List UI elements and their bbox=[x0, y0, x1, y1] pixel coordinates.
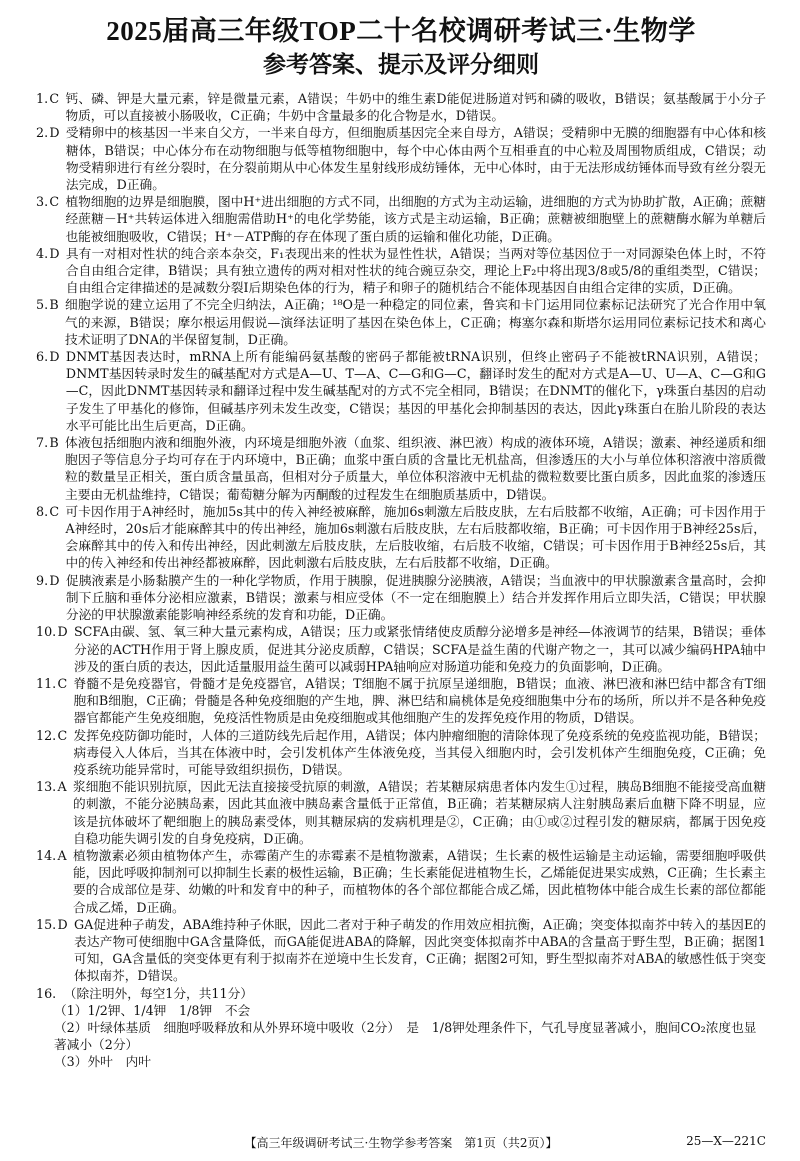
answer-letter: C bbox=[57, 675, 68, 691]
answer-item bbox=[36, 623, 766, 675]
answer-item bbox=[36, 90, 766, 124]
answer-letter: C bbox=[49, 503, 60, 519]
answer-item bbox=[36, 503, 766, 572]
question-number: 5. bbox=[36, 297, 49, 313]
explanation-text: 体液包括细胞内液和细胞外液，内环境是细胞外液（血浆、组织液、淋巴液）构成的液体环境，A错误；激素、神经递质和细胞因子等信息分子均可存在于内环境中，B正确；血浆中蛋白质的含量比无机盐高，但渗透压的大小与单位体积溶液中溶质微粒的数量呈正相关，蛋白质含量虽高，但相对分子质量大，单位体积溶液中无机盐的微粒数要比蛋白质多，因此血浆的渗透压主要由无机盐维持，C错误；葡萄糖分解为丙酮酸的过程发生在细胞质基质中，D错误。 bbox=[65, 435, 766, 502]
answer-item bbox=[36, 916, 766, 985]
explanation-text: GA促进种子萌发，ABA维持种子休眠，因此二者对于种子萌发的作用效应相抗衡，A正确；突变体拟南芥中转入的基因E的表达产物可使细胞中GA含量降低，而GA能促进ABA的降解，因此突变体拟南芥中ABA的含量高于野生型，B正确；据图1可知，GA含量低的突变体更有利于拟南芥在逆境中生长发育，C正确；据图2可知，野生型拟南芥对ABA的敏感性低于突变体拟南芥，D错误。 bbox=[73, 916, 766, 984]
answer-letter: C bbox=[57, 727, 68, 743]
explanation-text: 可卡因作用于A神经时，施加5s其中的传入神经被麻醉，施加6s刺激左后肢皮肤，左右后肢都不收缩，A正确；可卡因作用于A神经时，20s后才能麻醉其中的传出神经，施加6s刺激右后肢皮肤，左右后肢都收缩，B正确；可卡因作用于B神经25s后，会麻醉其中的传入和传出神经，因此刺激左后肢皮肤，左后肢收缩，右后肢不收缩，C错误；可卡因作用于B神经25s后，其中的传入神经和传出神经都被麻醉，因此刺激右后肢皮肤，左右后肢都不收缩，D正确。 bbox=[65, 503, 766, 571]
answer-item bbox=[36, 572, 766, 624]
answer-letter: A bbox=[57, 847, 67, 863]
question-number: 8. bbox=[36, 503, 49, 519]
question-number: 2. bbox=[36, 125, 49, 141]
question-16-answers bbox=[36, 1002, 766, 1071]
explanation-text: 浆细胞不能识别抗原，因此无法直接接受抗原的刺激，A错误；若某糖尿病患者体内发生①过程，胰岛B细胞不能接受高血糖的刺激，不能分泌胰岛素，因此其血液中胰岛素含量低于正常值，B正确；若某糖尿病人注射胰岛素后血糖下降不明显，应该是抗体破坏了靶细胞上的胰岛素受体，则其糖尿病的发病机理是②，C正确；由①或②过程引发的糖尿病，都属于因免疫自稳功能失调引发的自身免疫病，D正确。 bbox=[72, 779, 766, 846]
answer-letter: C bbox=[49, 91, 60, 106]
answer-letter: D bbox=[49, 245, 60, 261]
answer-letter: D bbox=[57, 624, 68, 640]
answer-item bbox=[36, 675, 766, 727]
explanation-text: 植物激素必须由植物体产生，赤霉菌产生的赤霉素不是植物激素，A错误；生长素的极性运输是主动运输，需要细胞呼吸供能，因此呼吸抑制剂可以抑制生长素的极性运输，B正确；生长素能促进植物生长，乙烯能促进果实成熟，C正确；生长素主要的合成部位是芽、幼嫩的叶和发育中的种子，而植物体的各个部位都能合成乙烯，因此植物体中能合成生长素的部位都能合成乙烯，D正确。 bbox=[72, 847, 766, 915]
page-subtitle: 参考答案、提示及评分细则 bbox=[263, 52, 539, 77]
answer-letter: D bbox=[49, 125, 60, 141]
answer-letter: D bbox=[57, 916, 68, 932]
answer-letter: D bbox=[49, 349, 60, 365]
question-number: 6. bbox=[36, 349, 49, 365]
answer-item bbox=[36, 727, 766, 779]
question-number: 3. bbox=[36, 194, 49, 210]
answer-list bbox=[36, 90, 766, 1002]
sub-answer-line: （1）1/2钾、1/4钾 1/8钾 不会 bbox=[54, 1002, 251, 1018]
sub-answer-line: （2）叶绿体基质 细胞呼吸释放和从外界环境中吸收（2分） 是 1/8钾处理条件下，气孔导度显著减小，胞间CO₂浓度也显著减小（2分） bbox=[54, 1019, 757, 1053]
answer-item bbox=[36, 434, 766, 503]
explanation-text: 植物细胞的边界是细胞膜，图中H⁺进出细胞的方式不同，出细胞的方式为主动运输，进细胞的方式为协助扩散，A正确；蔗糖经蔗糖－H⁺共转运体进入细胞需借助H⁺的电化学势能，该方式是主动运输，B正确；蔗糖被细胞壁上的蔗糖酶水解为单糖后也能被细胞吸收，C错误；H⁺－ATP酶的存在体现了蛋白质的运输和催化功能，D正确。 bbox=[65, 194, 766, 244]
question-number: 9. bbox=[36, 572, 49, 588]
question-number: 11. bbox=[36, 675, 57, 691]
answer-letter: B bbox=[49, 435, 59, 451]
explanation-text: 钙、磷、钾是大量元素，锌是微量元素，A错误；牛奶中的维生素D能促进肠道对钙和磷的吸收，B错误；氨基酸属于小分子物质，可以直接被小肠吸收，C正确；牛奶中含量最多的化合物是水，D错误。 bbox=[65, 91, 766, 124]
question-number: 4. bbox=[36, 245, 49, 261]
explanation-text: 脊髓不是免疫器官，骨髓才是免疫器官，A错误；T细胞不属于抗原呈递细胞，B错误；血液、淋巴液和淋巴结中都含有T细胞和B细胞，C正确；骨髓是各种免疫细胞的产生地，脾、淋巴结和扁桃体是免疫细胞集中分布的场所，所以并不是各种免疫器官都能产生免疫细胞，免疫活性物质是由免疫细胞或其他细胞产生的发挥免疫作用的物质，D错误。 bbox=[73, 675, 766, 726]
answer-item bbox=[36, 193, 766, 245]
explanation-text: 细胞学说的建立运用了不完全归纳法，A正确；¹⁸O是一种稳定的同位素，鲁宾和卡门运用同位素标记法研究了光合作用中氧气的来源，B错误；摩尔根运用假说—演绎法证明了基因在染色体上，C正确；梅塞尔森和斯塔尔运用同位素标记技术和离心技术证明了DNA的半保留复制，D正确。 bbox=[65, 297, 766, 347]
question-number: 14. bbox=[36, 847, 57, 863]
explanation-text: 发挥免疫防御功能时，人体的三道防线先后起作用，A错误；体内肿瘤细胞的清除体现了免疫系统的免疫监视功能，B错误；病毒侵入人体后，当其在体液中时，会引发机体产生体液免疫，当其侵入细胞内时，会引发机体产生细胞免疫，C正确；免疫系统功能异常时，可能导致组织损伤，D错误。 bbox=[73, 727, 766, 777]
footer-page-info: 【高三年级调研考试三·生物学参考答案 第1页（共2页）】 bbox=[244, 1136, 558, 1150]
question-number: 7. bbox=[36, 435, 49, 451]
question-number: 1. bbox=[36, 91, 49, 106]
page-footer bbox=[36, 1134, 766, 1151]
answer-letter: A bbox=[57, 779, 67, 795]
question-number: 13. bbox=[36, 779, 57, 795]
question-number: 15. bbox=[36, 916, 57, 932]
sub-answer-line: （3）外叶 内叶 bbox=[54, 1054, 151, 1070]
question-number: 16. bbox=[36, 985, 57, 1001]
explanation-text: DNMT基因表达时，mRNA上所有能编码氨基酸的密码子都能被tRNA识别，但终止密码子不能被tRNA识别，A错误；DNMT基因转录时发生的碱基配对方式是A—U、T—A、C—G和G—C，翻译时发生的配对方式是A—U、U—A、C—G和G—C，因此DNMT基因转录和翻译过程中发生碱基配对的方式不完全相同，B错误；在DNMT的催化下，γ珠蛋白基因的启动子发生了甲基化的修饰，但碱基序列未发生改变，C错误；基因的甲基化会抑制基因的表达，因此γ珠蛋白在胎儿阶段的表达水平可能比出生后更高，D正确。 bbox=[65, 349, 766, 433]
answer-item bbox=[36, 778, 766, 847]
answer-letter: C bbox=[49, 194, 60, 210]
answer-letter: D bbox=[49, 572, 60, 588]
question-number: 12. bbox=[36, 727, 57, 743]
answer-item bbox=[36, 124, 766, 193]
answer-letter: B bbox=[49, 297, 59, 313]
answer-item bbox=[36, 245, 766, 297]
answer-item bbox=[36, 348, 766, 434]
answer-item bbox=[36, 847, 766, 916]
answer-item bbox=[36, 296, 766, 348]
explanation-text: 促胰液素是小肠黏膜产生的一种化学物质，作用于胰腺，促进胰腺分泌胰液，A错误；当血液中的甲状腺激素含量高时，会抑制下丘脑和垂体分泌相应激素，B错误；激素与相应受体（不一定在细胞膜上）结合并发挥作用后立即失活，C错误；甲状腺分泌的甲状腺激素能影响神经系统的发育和功能，D正确。 bbox=[65, 572, 766, 623]
explanation-text: 具有一对相对性状的纯合亲本杂交，F₁表现出来的性状为显性性状，A错误；当两对等位基因位于一对同源染色体上时，不符合自由组合定律，B错误；具有独立遗传的两对相对性状的纯合豌豆杂交，理论上F₂中将出现3/8或5/8的重组类型，C错误；自由组合定律描述的是减数分裂Ⅰ后期染色体的行为，精子和卵子的随机结合不能体现基因自由组合定律的实质，D正确。 bbox=[65, 245, 766, 296]
answer-item bbox=[36, 985, 766, 1002]
page-title: 2025届高三年级TOP二十名校调研考试三·生物学 bbox=[106, 16, 696, 46]
explanation-text: 受精卵中的核基因一半来自父方，一半来自母方，但细胞质基因完全来自母方，A错误；受精卵中无膜的细胞器有中心体和核糖体，B错误；中心体分布在动物细胞与低等植物细胞中，每个中心体由两个互相垂直的中心粒及周围物质组成，C错误；动物受精卵进行有丝分裂时，在分裂前期从中心体发生星射线形成纺锤体，无中心体时，由于无法形成纺锤体而导致有丝分裂无法完成，D正确。 bbox=[65, 125, 766, 193]
footer-code: 25—X—221C bbox=[686, 1134, 766, 1148]
question-number: 10. bbox=[36, 624, 57, 640]
explanation-text: SCFA由碳、氢、氧三种大量元素构成，A错误；压力或紧张情绪使皮质醇分泌增多是神经—体液调节的结果，B错误；垂体分泌的ACTH作用于肾上腺皮质，促进其分泌皮质醇，C错误；SCFA是益生菌的代谢产物之一，其可以减少编码HPA轴中涉及的蛋白质的表达，因此适量服用益生菌可以减弱HPA轴响应对肠道功能和免疫力的负面影响，D正确。 bbox=[73, 624, 766, 674]
explanation-text: （除注明外，每空1分，共11分） bbox=[63, 985, 253, 1001]
